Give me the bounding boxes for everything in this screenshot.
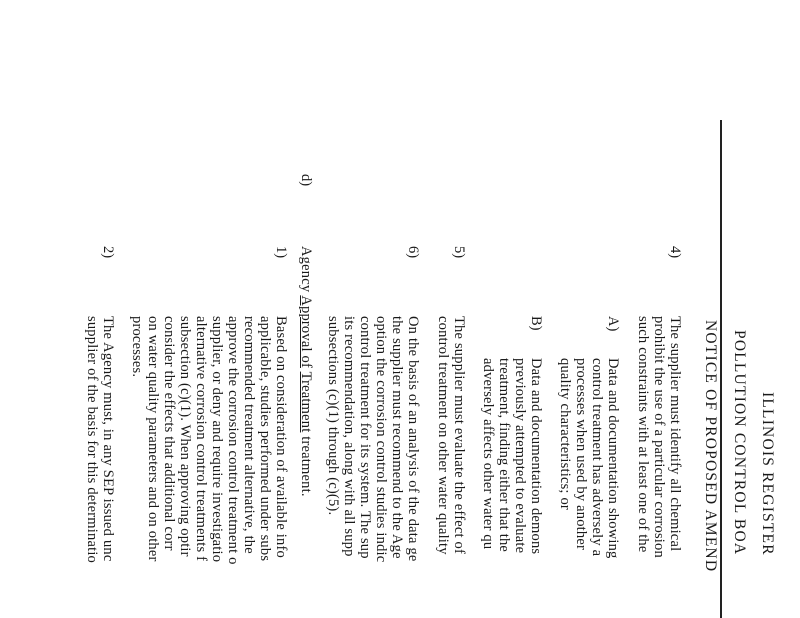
item-b-line: treatment, finding either that the	[496, 358, 512, 553]
item-1-line: recommended treatment alternative, the	[241, 316, 257, 554]
item-5-line: control treatment on other water quality	[435, 316, 451, 555]
item-1-line: subsection (c)(1). When approving optir	[177, 316, 193, 557]
item-1-line: applicable, studies performed under subs	[257, 316, 273, 562]
item-6-line: option the corrosion control studies indic	[373, 316, 389, 563]
item-6-line: its recommendation, along with all supp	[341, 316, 357, 557]
notice-title: NOTICE OF PROPOSED AMEND	[702, 320, 719, 573]
item-a-line: Data and documentation showing	[605, 358, 621, 559]
register-title: ILLINOIS REGISTER	[759, 392, 776, 556]
item-d-heading	[298, 246, 314, 497]
item-6-line: On the basis of an analysis of the data ge	[405, 316, 421, 562]
item-a-line: quality characteristics; or	[557, 358, 573, 510]
item-1-line: supplier, or deny and require investigatio	[209, 316, 225, 563]
item-1-line: processes.	[129, 316, 145, 378]
item-2-label: 2)	[100, 246, 116, 259]
item-2-line: supplier of the basis for this determinatio	[84, 316, 100, 563]
heading-text: Agency	[298, 246, 314, 296]
item-6-line: control treatment for its system. The sup	[357, 316, 373, 559]
board-title: POLLUTION CONTROL BOA	[731, 330, 748, 556]
item-5-line: The supplier must evaluate the effect of	[451, 316, 467, 555]
item-b-line: Data and documentation demons	[528, 358, 544, 555]
item-4-label: 4)	[667, 246, 683, 259]
item-6-line: the supplier must recommend to the Age	[389, 316, 405, 559]
item-6-line: subsections (c)(1) through (c)(5).	[325, 316, 341, 516]
item-5-label: 5)	[451, 246, 467, 259]
heading-underlined-text: Treatment	[298, 371, 314, 433]
heading-underlined-text: Approval of	[298, 295, 314, 368]
item-2-line: The Agency must, in any SEP issued unc	[100, 316, 116, 562]
item-a-line: processes when used by another	[573, 358, 589, 551]
item-1-line: alternative corrosion control treatments f	[193, 316, 209, 562]
item-1-line: Based on consideration of available info	[273, 316, 289, 558]
item-1-line: on water quality parameters and on other	[145, 316, 161, 562]
item-1-label: 1)	[273, 246, 289, 259]
item-6-label: 6)	[405, 246, 421, 259]
item-a-line: control treatment has adversely a	[589, 358, 605, 557]
item-4-line: such constraints with at least one of the	[635, 316, 651, 553]
item-4-line: prohibit the use of a particular corrosion	[651, 316, 667, 558]
item-4-line: The supplier must identify all chemical	[667, 316, 683, 552]
item-b-line: previously attempted to evaluate	[512, 358, 528, 554]
item-b-line: adversely affects other water qu	[480, 358, 496, 550]
item-1-line: consider the effects that additional corr	[161, 316, 177, 551]
item-b-label: B)	[528, 316, 544, 331]
header-rule	[720, 120, 722, 618]
item-1-line: approve the corrosion control treatment o	[225, 316, 241, 565]
heading-text: treatment.	[298, 432, 314, 497]
item-d-label: d)	[298, 174, 314, 187]
item-a-label: A)	[605, 316, 621, 332]
